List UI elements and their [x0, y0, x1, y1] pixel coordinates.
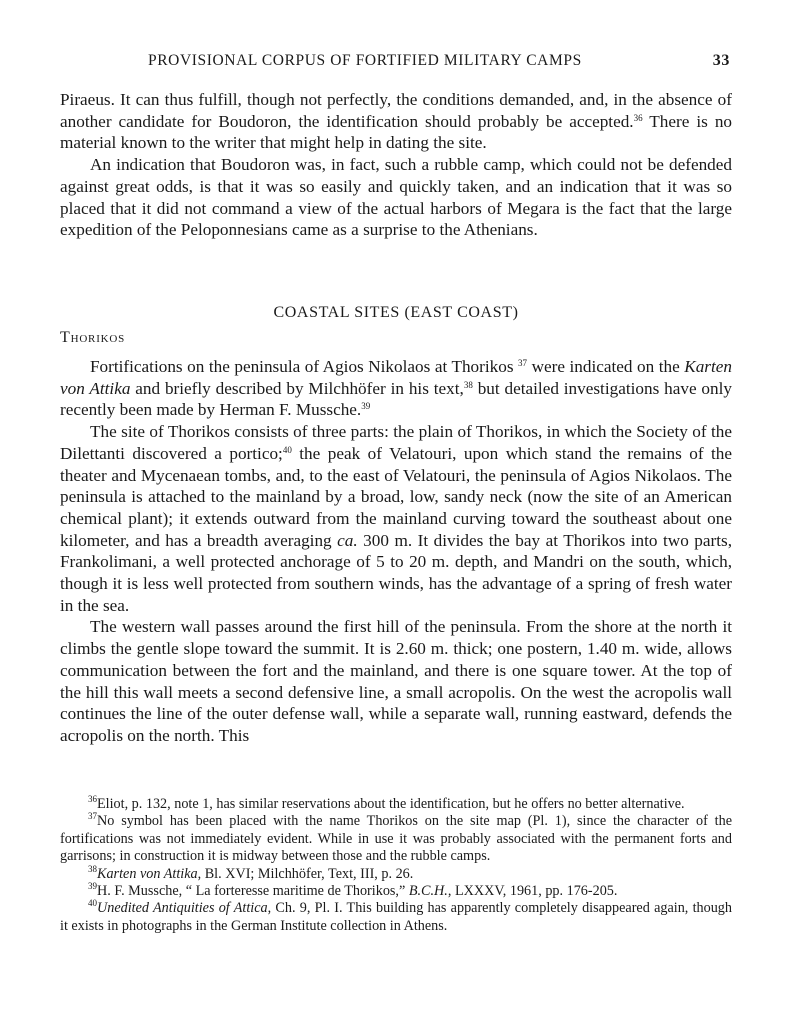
footnote-ref: 40	[282, 444, 292, 455]
text: Fortifications on the peninsula of Agios Nikolaos at Thorikos	[90, 357, 519, 376]
footnote-ref: 38	[463, 379, 473, 390]
footnote-text: Eliot, p. 132, note 1, has similar reservations about the identification, but he offers no better alternative.	[97, 796, 685, 812]
footnote-text: , Ch. 9, Pl. I. This building has apparently completely disappeared again, though it exists in photographs in the German Institute collection in Athens.	[60, 900, 732, 934]
running-head	[60, 52, 732, 74]
footnote-text: H. F. Mussche, “ La forteresse maritime de Thorikos,”	[97, 883, 409, 900]
footnote-italic: Karten von Attika	[97, 865, 198, 882]
running-title: PROVISIONAL CORPUS OF FORTIFIED MILITARY CAMPS	[148, 52, 582, 69]
footnote-text: , Bl. XVI; Milchhöfer, Text, III, p. 26.	[197, 865, 414, 882]
text: 300 m. It divides the bay at Thorikos into two parts, Frankolimani, a well protected anchorage of 5 to 20 m. depth, and Mandri on the south, which, though it is less well protected from southern winds, has the advantage of a spring of fresh water in the sea.	[60, 530, 732, 615]
footnote-number: 39	[88, 881, 97, 892]
footnote-italic: B.C.H.	[408, 883, 448, 900]
intro-text	[60, 89, 732, 241]
footnote-ref: 36	[633, 112, 643, 123]
footnote-number: 40	[88, 898, 97, 909]
text: and briefly described by Milchhöfer in his text,	[130, 378, 464, 398]
italic-title: Karten von Attika	[60, 357, 732, 398]
text: but detailed investigations have only recently been made by Herman F. Mussche.	[60, 378, 732, 420]
page-number: 33	[712, 52, 730, 69]
footnote-36	[60, 796, 732, 813]
footnote-number: 36	[88, 794, 97, 804]
text: There is no material known to the writer that might help in dating the site.	[60, 111, 733, 153]
paragraph: An indication that Boudoron was, in fact, such a rubble camp, which could not be defended against great odds, is that it was so easily and quickly taken, and an indication that it was so placed that it did not command a view of the actual harbors of Megara is the fact that the large expedition of the Peloponnesians came as a surprise to the Athenians.	[60, 155, 732, 240]
text: the peak of Velatouri, upon which stand the remains of the theater and Mycenaean tombs, and, to the east of Velatouri, the peninsula of Agios Nikolaos. The peninsula is attached to the mainland by a broad, low, sandy neck (now the site of an American chemical plant); it extends outward from the mainland curving toward the southeast about one kilometer, and has a breadth averaging	[60, 443, 732, 550]
footnote-ref: 37	[518, 358, 528, 368]
paragraph	[60, 356, 732, 421]
footnote-40	[60, 900, 732, 935]
text: Piraeus. It can thus fulfill, though not perfectly, the conditions demanded, and, in the absence of another candidate for Boudoron, the identification should probably be accepted.	[60, 90, 732, 131]
subsection-heading: Thorikos	[60, 329, 126, 346]
footnote-number: 38	[88, 863, 97, 874]
paragraph: The western wall passes around the first hill of the peninsula. From the shore at the north it climbs the gentle slope toward the summit. It is 2.60 m. thick; one postern, 1.40 m. wide, allows communication between the fort and the mainland, and there is one square tower. At the top of the hill this wall meets a second defensive line, a small acropolis. On the west the acropolis wall continues the line of the outer defense wall, while a separate wall, running eastward, defends the acropolis on the north. This	[60, 617, 732, 745]
footnote-39	[60, 883, 732, 900]
paragraph	[60, 89, 732, 154]
footnotes	[60, 796, 732, 935]
footnote-ref: 39	[361, 401, 371, 412]
text: were indicated on the	[527, 357, 685, 376]
footnote-37	[60, 813, 732, 865]
text: The site of Thorikos consists of three parts: the plain of Thorikos, in which the Society of the Dilettanti discovered a portico;	[60, 422, 732, 463]
section-heading: COASTAL SITES (EAST COAST)	[273, 304, 519, 321]
paragraph	[60, 421, 732, 616]
footnote-number: 37	[88, 811, 97, 822]
footnote-text: No symbol has been placed with the name Thorikos on the site map (Pl. 1), since the character of the fortifications was not immediately evident. While in use it was probably associated with the permanent forts and garrisons; in construction it is midway between those and the rubble camps.	[60, 813, 732, 865]
italic-abbrev: ca.	[337, 530, 358, 550]
footnote-italic: Unedited Antiquities of Attica	[97, 900, 268, 917]
footnote-text: , LXXXV, 1961, pp. 176-205.	[447, 883, 618, 900]
footnote-38	[60, 863, 732, 883]
thorikos-text	[60, 356, 732, 747]
